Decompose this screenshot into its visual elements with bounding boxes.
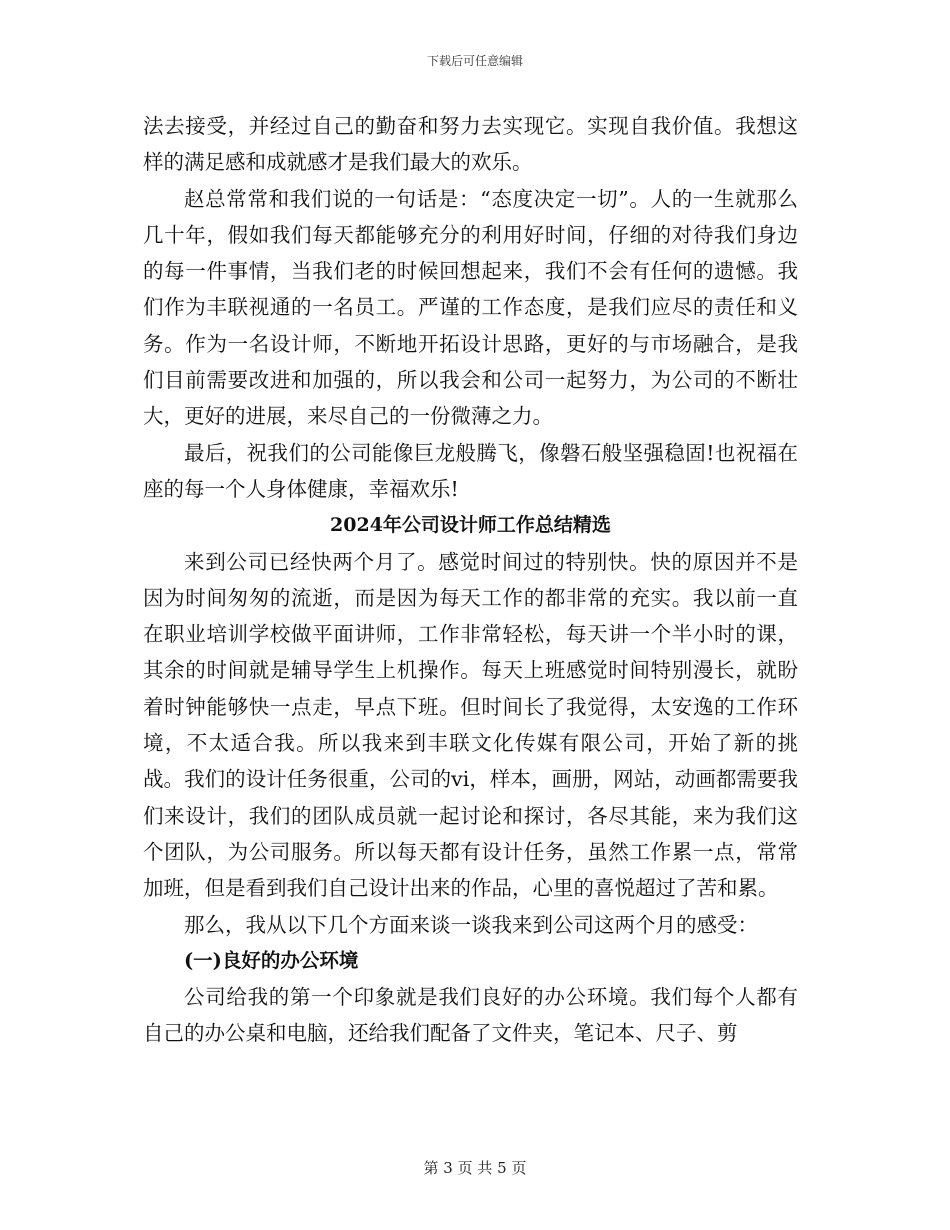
paragraph-2: 赵总常常和我们说的一句话是：“态度决定一切”。人的一生就那么几十年，假如我们每天都能够充分的利用好时间，仔细的对待我们身边的每一件事情，当我们老的时候回想起来，我们不会有任何的遗憾。我们作为丰联视通的一名员工。严谨的工作态度，是我们应尽的责任和义务。作为一名设计师，不断地开拓设计思路，更好的与市场融合，是我们目前需要改进和加强的，所以我会和公司一起努力，为公司的不断壮大，更好的进展，来尽自己的一份微薄之力。 (143, 186, 798, 429)
section-title: 2024年公司设计师工作总结精选 (330, 514, 611, 537)
paragraph-6: 公司给我的第一个印象就是我们良好的办公环境。我们每个人都有自己的办公桌和电脑，还给我们配备了文件夹，笔记本、尺子、剪 (143, 985, 798, 1046)
page-footer: 第 3 页 共 5 页 (423, 1159, 527, 1177)
paragraph-3: 最后，祝我们的公司能像巨龙般腾飞，像磐石般坚强稳固!也祝福在座的每一个人身体健康，幸福欢乐! (143, 440, 798, 501)
page-header: 下载后可任意编辑 (426, 54, 523, 68)
paragraph-1: 法去接受，并经过自己的勤奋和努力去实现它。实现自我价值。我想这样的满足感和成就感才是我们最大的欢乐。 (143, 114, 798, 175)
document-body (143, 108, 798, 1052)
subheading-office-environment: (一)良好的办公环境 (183, 948, 359, 972)
paragraph-4: 来到公司已经快两个月了。感觉时间过的特别快。快的原因并不是因为时间匆匆的流逝，而是因为每天工作的都非常的充实。我以前一直在职业培训学校做平面讲师，工作非常轻松，每天讲一个半小时的课，其余的时间就是辅导学生上机操作。每天上班感觉时间特别漫长，就盼着时钟能够快一点走，早点下班。但时间长了我觉得，太安逸的工作环境，不太适合我。所以我来到丰联文化传媒有限公司，开始了新的挑战。我们的设计任务很重，公司的vi，样本，画册，网站，动画都需要我们来设计，我们的团队成员就一起讨论和探讨，各尽其能，来为我们这个团队，为公司服务。所以每天都有设计任务，虽然工作累一点，常常加班，但是看到我们自己设计出来的作品，心里的喜悦超过了苦和累。 (143, 549, 798, 901)
paragraph-5: 那么，我从以下几个方面来谈一谈我来到公司这两个月的感受： (184, 912, 758, 937)
